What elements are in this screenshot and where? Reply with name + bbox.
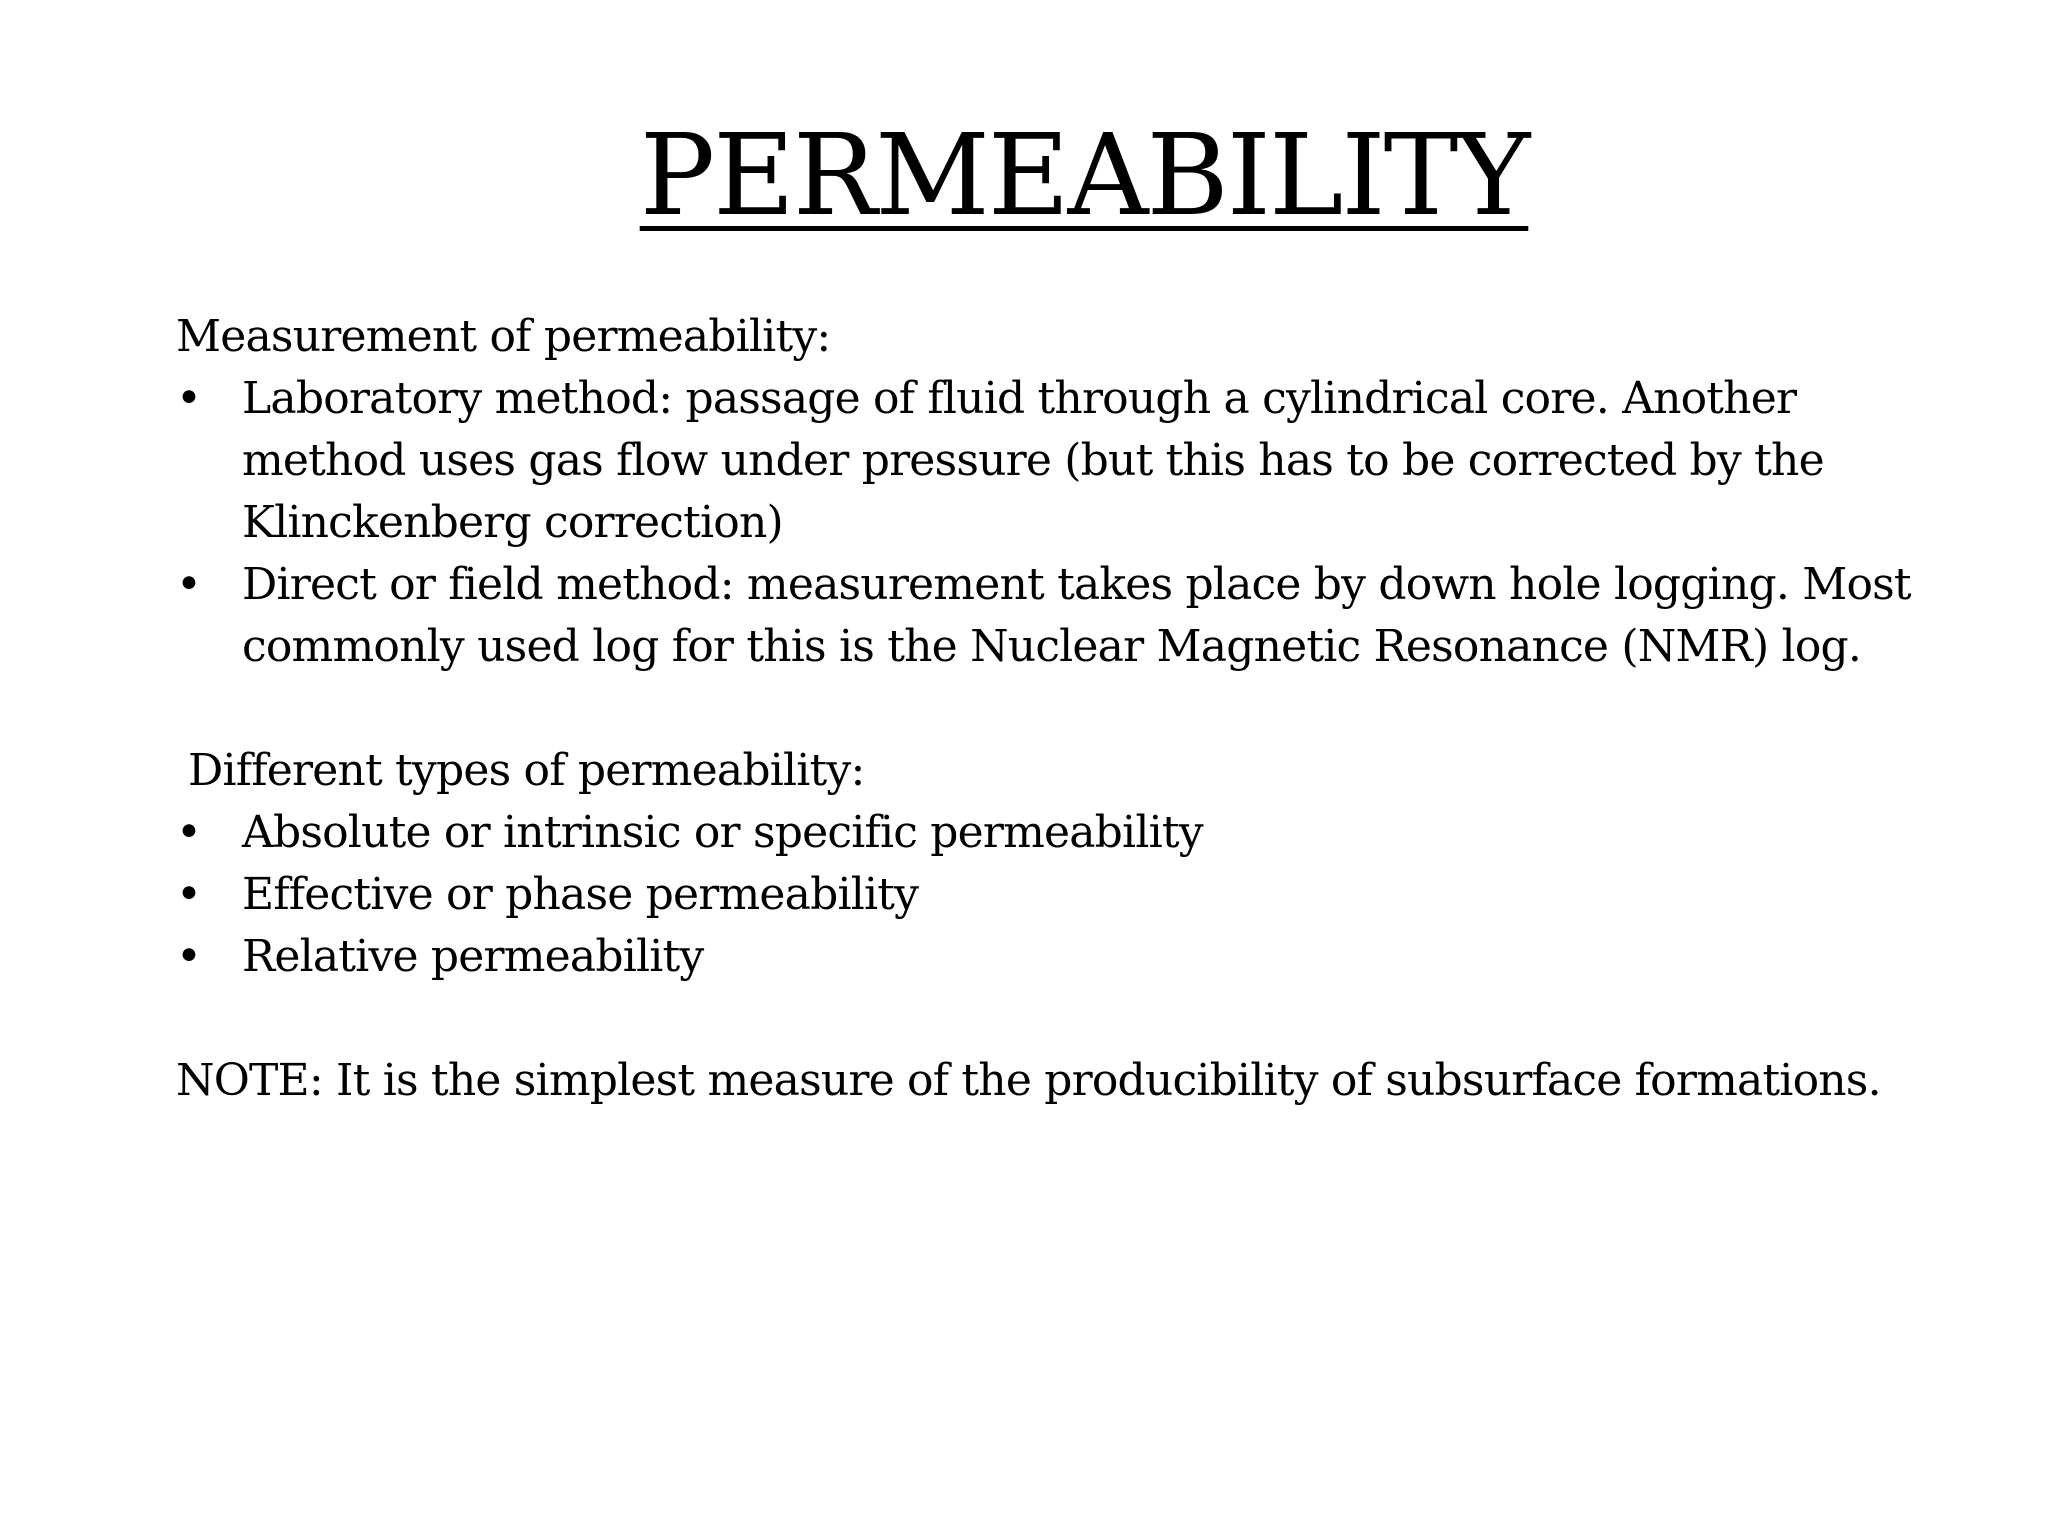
measurement-item-field: [176, 554, 1916, 678]
types-list: [176, 802, 1916, 988]
bullet-icon: •: [176, 931, 202, 982]
bullet-icon: •: [176, 373, 202, 424]
measurement-item-text: Laboratory method: passage of fluid through a cylindrical core. Another method uses gas flow under pressure (but this has to be corrected by the Klinckenberg correction): [242, 373, 1824, 548]
types-item-absolute: [176, 802, 1916, 864]
measurement-list: [176, 368, 1916, 678]
slide-title: [0, 111, 2048, 241]
bullet-icon: •: [176, 559, 202, 610]
measurement-heading: Measurement of permeability:: [176, 311, 831, 362]
types-item-effective: [176, 864, 1916, 926]
spacer: [176, 988, 1916, 1050]
measurement-item-text: Direct or field method: measurement takes place by down hole logging. Most commonly used log for this is the Nuclear Magnetic Resonance (NMR) log.: [242, 559, 1911, 672]
note-text: NOTE: It is the simplest measure of the producibility of subsurface formations.: [176, 1055, 1881, 1106]
types-item-text: Relative permeability: [242, 931, 704, 982]
types-item-text: Effective or phase permeability: [242, 869, 919, 920]
bullet-icon: •: [176, 807, 202, 858]
types-item-text: Absolute or intrinsic or specific permeability: [242, 807, 1203, 858]
spacer: [176, 678, 1916, 740]
slide-title-text: PERMEABILITY: [639, 111, 1529, 241]
bullet-icon: •: [176, 869, 202, 920]
types-heading: Different types of permeability:: [188, 745, 865, 796]
slide-body: [176, 306, 1916, 1112]
types-item-relative: [176, 926, 1916, 988]
measurement-item-laboratory: [176, 368, 1916, 554]
